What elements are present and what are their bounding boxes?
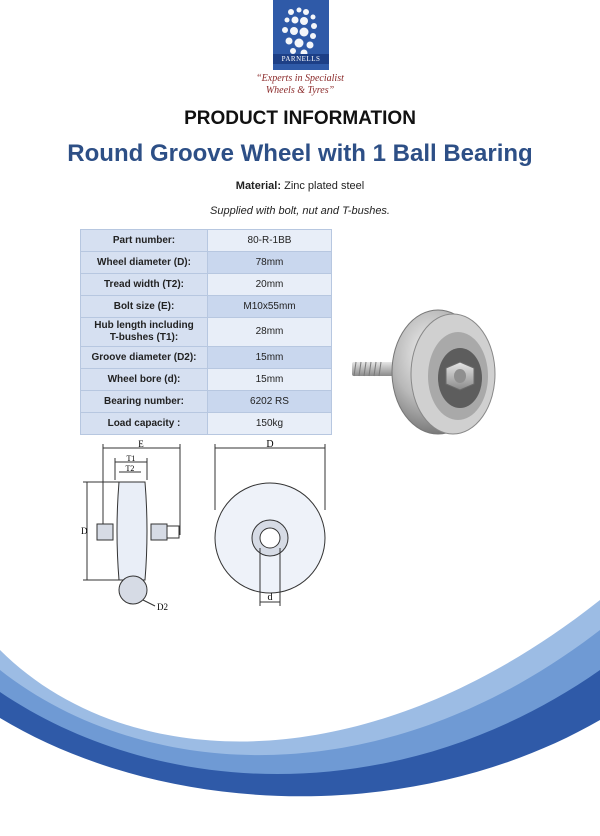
spec-value: M10x55mm bbox=[208, 296, 332, 318]
spec-label: Wheel diameter (D): bbox=[81, 252, 208, 274]
tagline-line1: “Experts in Specialist bbox=[256, 73, 344, 84]
product-title: Round Groove Wheel with 1 Ball Bearing bbox=[67, 140, 533, 167]
wheel-photo bbox=[350, 300, 520, 470]
label-bore: d bbox=[267, 592, 273, 603]
decorative-waves bbox=[0, 600, 600, 836]
spec-label: Part number: bbox=[81, 230, 208, 252]
label-d-side: D bbox=[81, 526, 88, 536]
spec-value: 6202 RS bbox=[208, 391, 332, 413]
spec-value: 20mm bbox=[208, 274, 332, 296]
spec-table bbox=[80, 229, 332, 435]
page-heading: PRODUCT INFORMATION bbox=[184, 108, 416, 129]
label-e: E bbox=[138, 440, 144, 449]
spec-label: Tread width (T2): bbox=[81, 274, 208, 296]
spec-value: 78mm bbox=[208, 252, 332, 274]
table-row bbox=[81, 413, 332, 435]
tagline-line2: Wheels & Tyres” bbox=[265, 85, 335, 96]
technical-drawing bbox=[75, 440, 345, 620]
spec-label-line1: Hub length including bbox=[94, 320, 194, 331]
material-label: Material: bbox=[235, 180, 282, 192]
label-t1: T1 bbox=[126, 454, 136, 463]
table-row bbox=[81, 230, 332, 252]
label-d2: D2 bbox=[157, 602, 168, 612]
spec-value: 15mm bbox=[208, 347, 332, 369]
supplied-note: Supplied with bolt, nut and T-bushes. bbox=[210, 205, 390, 217]
spec-label: Bolt size (E): bbox=[81, 296, 208, 318]
table-row bbox=[81, 347, 332, 369]
spec-label: Groove diameter (D2): bbox=[81, 347, 208, 369]
spec-value: 150kg bbox=[208, 413, 332, 435]
brand-name: PARNELLS bbox=[273, 54, 329, 64]
spec-value: 28mm bbox=[208, 318, 332, 347]
spec-label: Wheel bore (d): bbox=[81, 369, 208, 391]
table-row bbox=[81, 296, 332, 318]
table-row bbox=[81, 369, 332, 391]
table-row bbox=[81, 274, 332, 296]
spec-label-line2: T-bushes (T1): bbox=[109, 332, 179, 343]
material-value: Zinc plated steel bbox=[284, 180, 365, 192]
table-row bbox=[81, 318, 332, 347]
parnells-logo bbox=[273, 0, 329, 70]
material-line bbox=[0, 180, 600, 192]
table-row bbox=[81, 391, 332, 413]
spec-label: Load capacity : bbox=[81, 413, 208, 435]
spec-value: 80-R-1BB bbox=[208, 230, 332, 252]
spec-label: Bearing number: bbox=[81, 391, 208, 413]
label-t2: T2 bbox=[125, 464, 135, 473]
table-row bbox=[81, 252, 332, 274]
spec-value: 15mm bbox=[208, 369, 332, 391]
spec-label bbox=[81, 318, 208, 347]
label-d-front: D bbox=[266, 440, 274, 450]
